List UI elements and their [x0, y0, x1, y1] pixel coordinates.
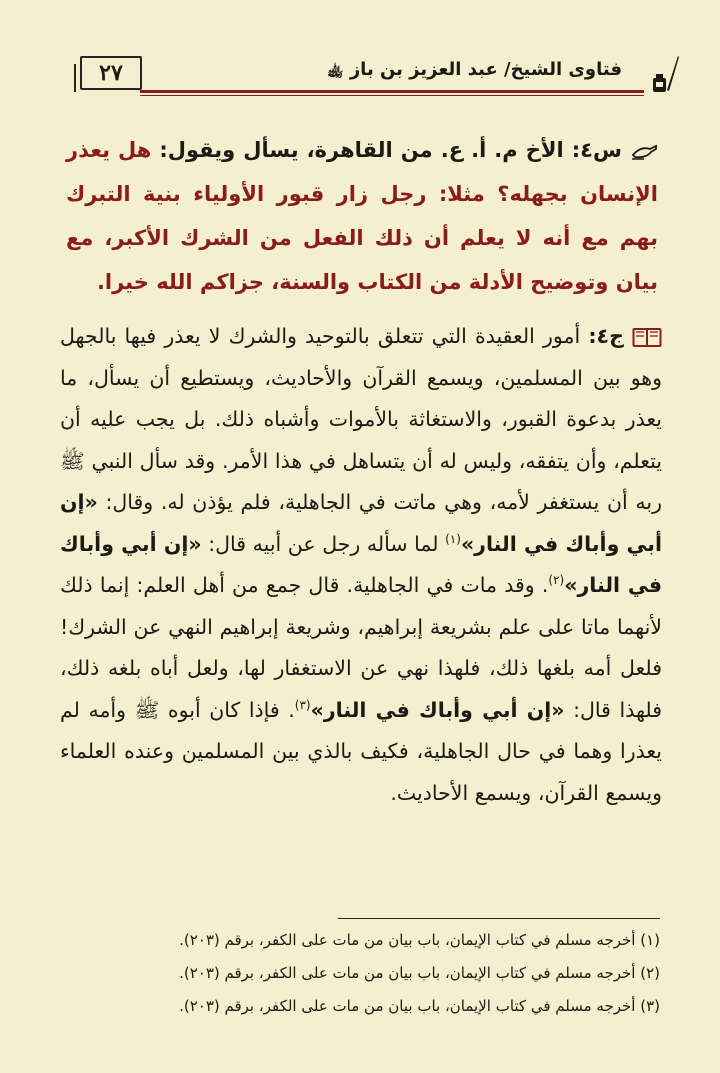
open-book-icon — [632, 326, 662, 348]
question-label: س٤: الأخ م. أ. ع. من القاهرة، يسأل ويقول: — [159, 138, 622, 162]
answer-block — [60, 316, 662, 814]
answer-text-4: . فإذا كان أبوه ﷺ وأمه لم يعذرا وهما في حال الجاهلية، فكيف بالذي بين المسلمين وعنده العلماء ويسمع القرآن، ويسمع الأحاديث. — [60, 697, 662, 805]
footnote-divider — [338, 918, 660, 919]
answer-text-2: لما سأله رجل عن أبيه قال: — [208, 531, 439, 556]
question-text: هل يعذر الإنسان بجهله؟ مثلا: رجل زار قبور الأولياء بنية التبرك بهم مع أنه لا يعلم أن ذلك الفعل من الشرك الأكبر، مع بيان وتوضيح الأدلة من الكتاب والسنة، جزاكم الله خيرا. — [66, 138, 658, 294]
footnote-ref-2[interactable]: (٢) — [548, 573, 565, 588]
answer-text-1: أمور العقيدة التي تتعلق بالتوحيد والشرك لا يعذر فيها بالجهل وهو بين المسلمين، ويسمع القرآن والأحاديث، ويستطيع أن يسأل، ما يعذر بدعوة القبور، والاستغاثة بالأموات وأشباه ذلك. بل يجب عليه أن يتعلم، وأن يتفقه، وليس له أن يتساهل في هذا الأمر. وقد سأل النبي ﷺ ربه أن يستغفر لأمه، وهي ماتت في الجاهلية، فلم يؤذن له. وقال: — [60, 324, 662, 514]
page-number: ٢٧ — [80, 56, 142, 90]
writing-hand-icon — [630, 141, 658, 161]
footnotes — [120, 924, 660, 1023]
footnote-ref-1[interactable]: (١) — [445, 531, 461, 546]
footnote-1: (١) أخرجه مسلم في كتاب الإيمان، باب بيان من مات على الكفر، برقم (٢٠٣). — [179, 931, 660, 949]
footnote-3: (٣) أخرجه مسلم في كتاب الإيمان، باب بيان من مات على الكفر، برقم (٢٠٣). — [179, 997, 660, 1015]
question-block — [66, 128, 658, 304]
hadith-quote-1: «إن أبي وأباك في النار» — [60, 490, 662, 556]
hadith-quote-2: «إن أبي وأباك في النار» — [60, 531, 662, 597]
pen-inkwell-icon — [650, 52, 680, 96]
answer-label: ج٤: — [588, 324, 624, 348]
page-header — [70, 52, 680, 96]
header-rule-thin — [140, 95, 644, 96]
running-title: فتاوى الشيخ/ عبد العزيز بن باز ﵀ — [327, 59, 622, 80]
footnote-2: (٢) أخرجه مسلم في كتاب الإيمان، باب بيان من مات على الكفر، برقم (٢٠٣). — [179, 964, 660, 982]
header-rule — [140, 90, 644, 93]
answer-text-3: . وقد مات في الجاهلية. قال جمع من أهل العلم: إنما ذلك لأنهما ماتا على علم بشريعة إبراهيم، وشريعة إبراهيم النهي عن الشرك! فلعل أمه بلغها ذلك، فلهذا نهي عن الاستغفار لها، ولعل أباه بلغه ذلك، فلهذا قال: — [60, 573, 662, 722]
footnote-ref-3[interactable]: (٣) — [294, 697, 311, 712]
hadith-quote-3: «إن أبي وأباك في النار» — [310, 697, 565, 722]
